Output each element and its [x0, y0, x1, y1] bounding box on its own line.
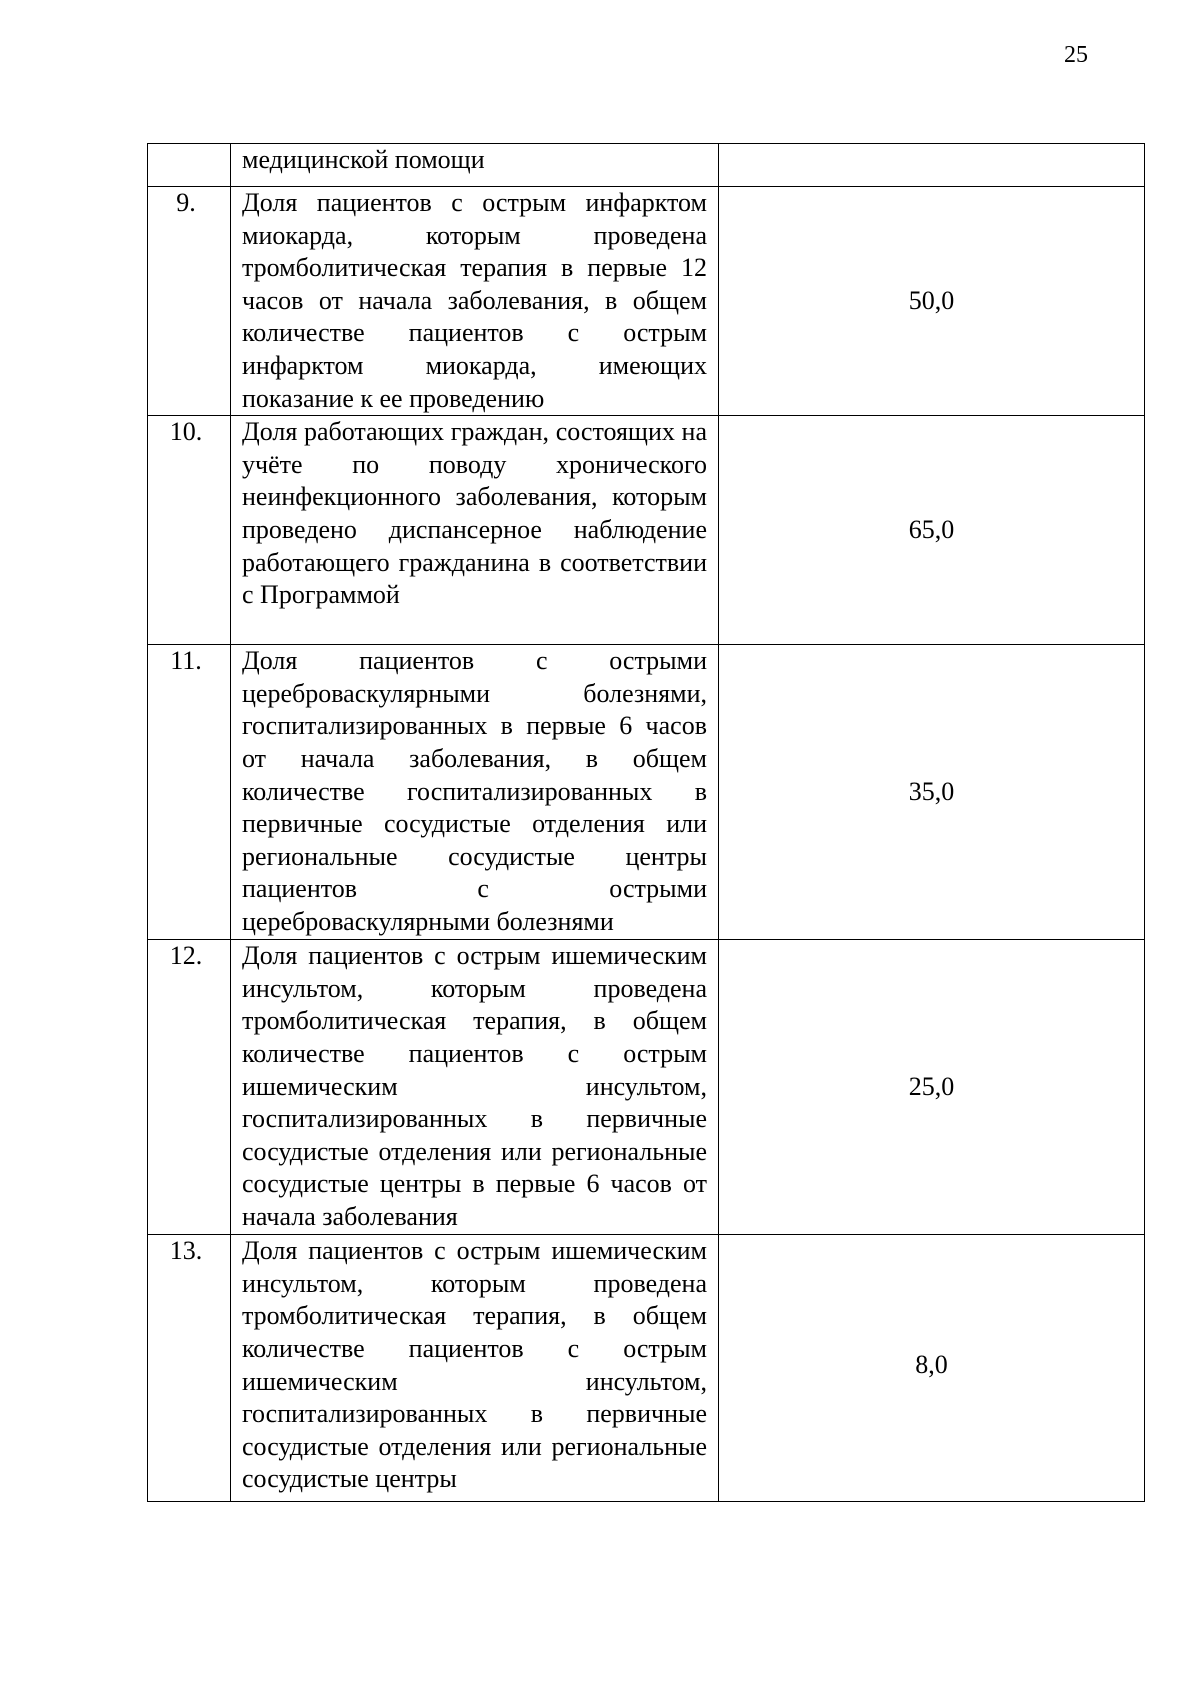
row-description-cell: Доля пациентов с острым инфарктом миокарда, которым проведена тромболитическая терапия в первые 12 часов от начала заболевания, в общем количестве пациентов с острым инфарктом миокарда, имеющих показание к ее проведению	[231, 187, 719, 416]
row-value-cell	[719, 144, 1145, 187]
row-description-cell: Доля работающих граждан, состоящих на учёте по поводу хронического неинфекционного заболевания, которым проведено диспансерное наблюдение работающего гражданина в соответствии с Программой	[231, 416, 719, 645]
row-number-cell: 12.	[148, 940, 231, 1235]
row-number-cell: 10.	[148, 416, 231, 645]
row-value-cell: 65,0	[719, 416, 1145, 645]
row-description-cell: Доля пациентов с острым ишемическим инсультом, которым проведена тромболитическая терапия, в общем количестве пациентов с острым ишемическим инсультом, госпитализированных в первичные сосудистые отделения или региональные сосудистые центры	[231, 1235, 719, 1502]
row-value-cell: 8,0	[719, 1235, 1145, 1502]
row-value-cell: 35,0	[719, 645, 1145, 940]
table-row	[148, 416, 1145, 645]
row-number-cell	[148, 144, 231, 187]
row-value-cell: 50,0	[719, 187, 1145, 416]
table-row	[148, 187, 1145, 416]
row-number-cell: 11.	[148, 645, 231, 940]
table-row	[148, 940, 1145, 1235]
table-row	[148, 1235, 1145, 1502]
indicators-table	[147, 143, 1145, 1502]
page-number: 25	[1064, 42, 1088, 68]
table-row	[148, 645, 1145, 940]
row-description-cell: Доля пациентов с острым ишемическим инсультом, которым проведена тромболитическая терапия, в общем количестве пациентов с острым ишемическим инсультом, госпитализированных в первичные сосудистые отделения или региональные сосудистые центры в первые 6 часов от начала заболевания	[231, 940, 719, 1235]
row-description-cell: медицинской помощи	[231, 144, 719, 187]
row-description-cell: Доля пациентов с острыми цереброваскулярными болезнями, госпитализированных в первые 6 часов от начала заболевания, в общем количестве госпитализированных в первичные сосудистые отделения или региональные сосудистые центры пациентов с острыми цереброваскулярными болезнями	[231, 645, 719, 940]
row-number-cell: 9.	[148, 187, 231, 416]
table-row-continuation	[148, 144, 1145, 187]
row-number-cell: 13.	[148, 1235, 231, 1502]
row-value-cell: 25,0	[719, 940, 1145, 1235]
